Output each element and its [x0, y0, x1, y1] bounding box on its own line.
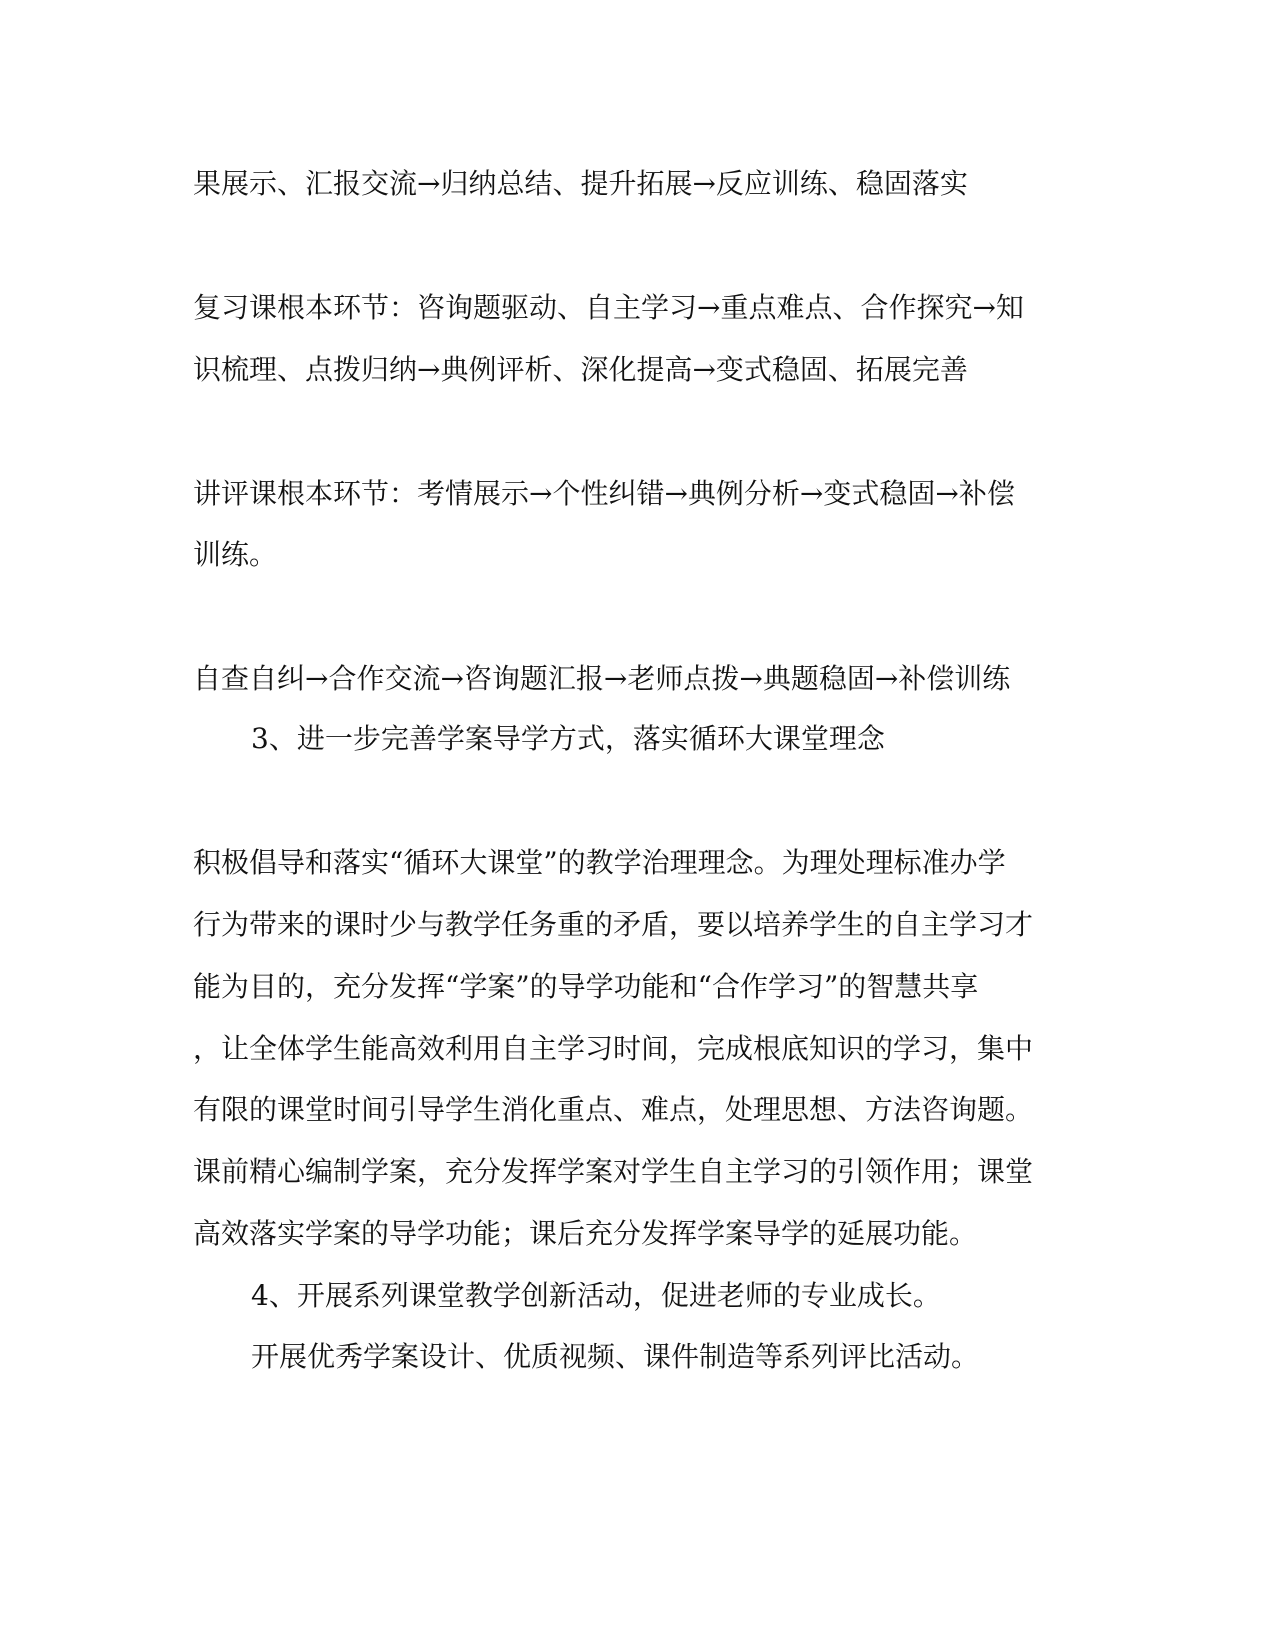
- text-line: 开展优秀学案设计、优质视频、课件制造等系列评比活动。: [251, 1340, 980, 1373]
- section-heading: 3、进一步完善学案导学方式，落实循环大课堂理念: [251, 722, 885, 755]
- text-line: 行为带来的课时少与教学任务重的矛盾，要以培养学生的自主学习才: [193, 908, 1034, 941]
- text-line: 课前精心编制学案，充分发挥学案对学生自主学习的引领作用；课堂: [193, 1155, 1034, 1188]
- text-line: ，让全体学生能高效利用自主学习时间，完成根底知识的学习，集中: [193, 1032, 1034, 1065]
- text-line: 果展示、汇报交流→归纳总结、提升拓展→反应训练、稳固落实: [193, 167, 968, 200]
- text-line: 自查自纠→合作交流→咨询题汇报→老师点拨→典题稳固→补偿训练: [193, 662, 1011, 695]
- text-line: 能为目的，充分发挥“学案”的导学功能和“合作学习”的智慧共享: [193, 970, 979, 1003]
- text-line: 复习课根本环节：咨询题驱动、自主学习→重点难点、合作探究→知: [193, 291, 1024, 324]
- text-line: 高效落实学案的导学功能；课后充分发挥学案导学的延展功能。: [193, 1217, 978, 1250]
- text-line: 讲评课根本环节：考情展示→个性纠错→典例分析→变式稳固→补偿: [193, 477, 1015, 510]
- section-heading: 4、开展系列课堂教学创新活动，促进老师的专业成长。: [251, 1279, 941, 1312]
- text-line: 训练。: [193, 538, 278, 571]
- text-line: 积极倡导和落实“循环大课堂”的教学治理理念。为理处理标准办学: [193, 846, 1006, 879]
- text-line: 有限的课堂时间引导学生消化重点、难点，处理思想、方法咨询题。: [193, 1093, 1034, 1126]
- text-line: 识梳理、点拨归纳→典例评析、深化提高→变式稳固、拓展完善: [193, 353, 968, 386]
